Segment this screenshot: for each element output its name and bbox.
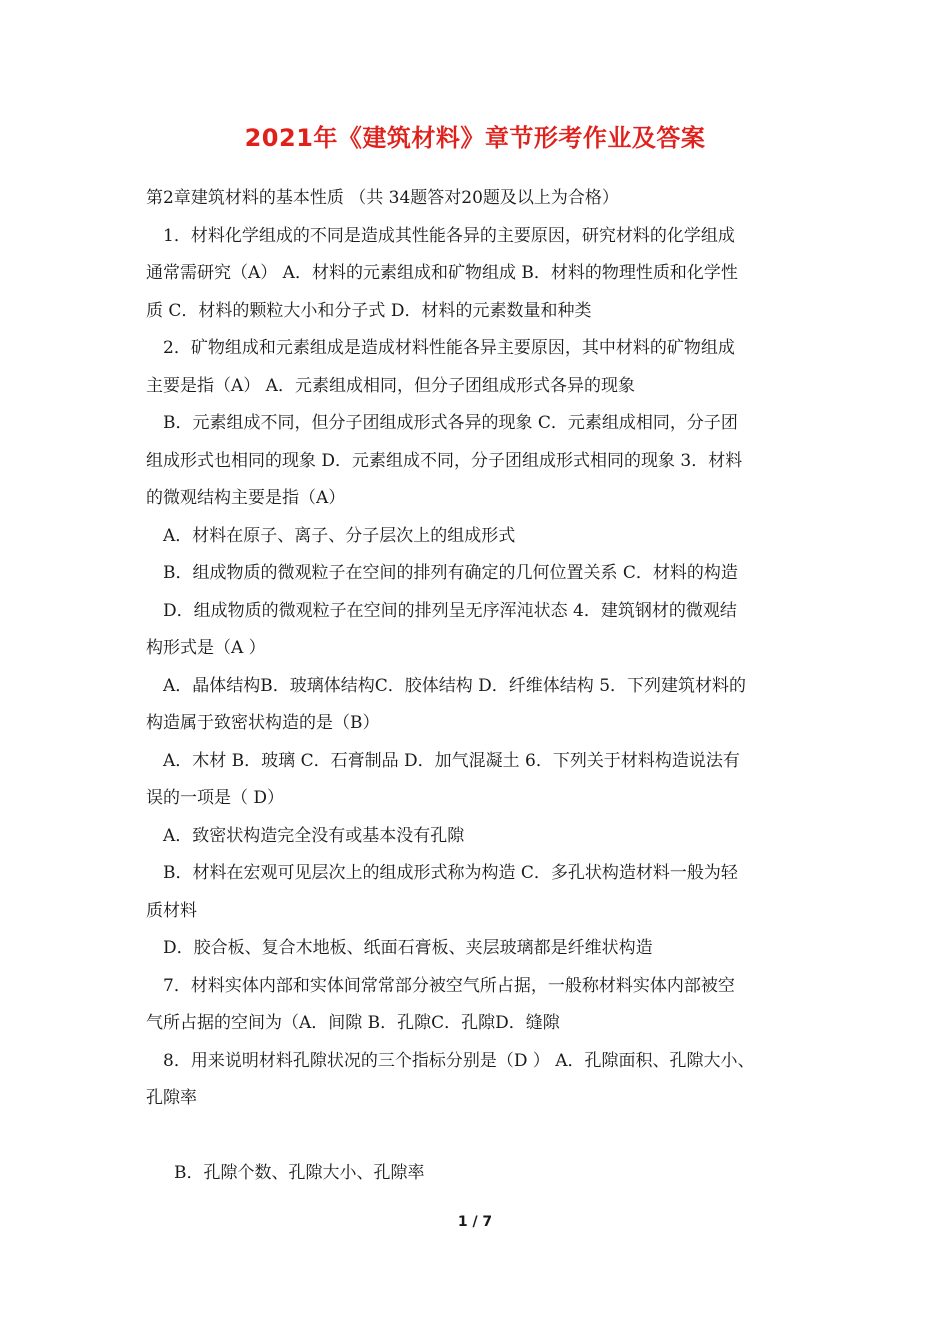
question-5-line: 构造属于致密状构造的是（B） bbox=[146, 713, 380, 733]
question-2-line-2: 主要是指（A） A．元素组成相同，但分子团组成形式各异的现象 bbox=[146, 375, 635, 396]
question-3-line-1: 的微观结构主要是指（A） bbox=[146, 488, 346, 508]
question-6-option-c-cont: 质材料 bbox=[146, 900, 197, 921]
question-2-line-4: 组成形式也相同的现象 D．元素组成不同，分子团组成形式相同的现象 3．材料 bbox=[146, 450, 743, 471]
question-1-line-1: 1．材料化学组成的不同是造成其性能各异的主要原因，研究材料的化学组成 bbox=[163, 225, 735, 246]
document-title: 2021年《建筑材料》章节形考作业及答案 bbox=[244, 124, 706, 152]
document-body bbox=[146, 180, 810, 1193]
question-8-line-2: 孔隙率 bbox=[146, 1088, 197, 1108]
question-4-line: 构形式是（A ） bbox=[146, 638, 266, 658]
question-4-options: A．晶体结构B．玻璃体结构C．胶体结构 D．纤维体结构 5．下列建筑材料的 bbox=[163, 675, 747, 696]
page-indicator: 1 / 7 bbox=[457, 1214, 493, 1230]
question-1-line-3: 质 C．材料的颗粒大小和分子式 D．材料的元素数量和种类 bbox=[146, 300, 592, 321]
question-6-option-d: D．胶合板、复合木地板、纸面石膏板、夹层玻璃都是纤维状构造 bbox=[163, 938, 653, 958]
paragraph-gap bbox=[146, 1118, 810, 1156]
question-6-option-b: B．材料在宏观可见层次上的组成形式称为构造 C．多孔状构造材料一般为轻 bbox=[163, 863, 738, 883]
question-6-option-a: A．致密状构造完全没有或基本没有孔隙 bbox=[163, 825, 465, 846]
question-8-option-b: B．孔隙个数、孔隙大小、孔隙率 bbox=[174, 1163, 425, 1183]
question-7-line-1: 7．材料实体内部和实体间常常部分被空气所占据，一般称材料实体内部被空 bbox=[163, 975, 735, 996]
chapter-heading: 第2章建筑材料的基本性质 （共 34题答对20题及以上为合格） bbox=[146, 188, 619, 208]
question-2-line-1: 2．矿物组成和元素组成是造成材料性能各异主要原因，其中材料的矿物组成 bbox=[163, 338, 735, 358]
question-3-option-a: A．材料在原子、离子、分子层次上的组成形式 bbox=[163, 525, 516, 546]
question-6-line: 误的一项是（ D） bbox=[146, 788, 285, 808]
question-3-option-b: B．组成物质的微观粒子在空间的排列有确定的几何位置关系 C．材料的构造 bbox=[163, 563, 738, 583]
question-8-line-1: 8．用来说明材料孔隙状况的三个指标分别是（D ） A．孔隙面积、孔隙大小、 bbox=[163, 1050, 755, 1071]
question-7-line-2: 气所占据的空间为（A．间隙 B．孔隙C．孔隙D．缝隙 bbox=[146, 1013, 560, 1033]
question-2-line-3: B．元素组成不同，但分子团组成形式各异的现象 C．元素组成相同，分子团 bbox=[163, 413, 738, 433]
question-1-line-2: 通常需研究（A） A．材料的元素组成和矿物组成 B．材料的物理性质和化学性 bbox=[146, 263, 738, 283]
question-3-option-d: D．组成物质的微观粒子在空间的排列呈无序浑沌状态 4．建筑钢材的微观结 bbox=[163, 600, 737, 621]
question-5-options: A．木材 B．玻璃 C．石膏制品 D．加气混凝土 6．下列关于材料构造说法有 bbox=[163, 750, 740, 771]
